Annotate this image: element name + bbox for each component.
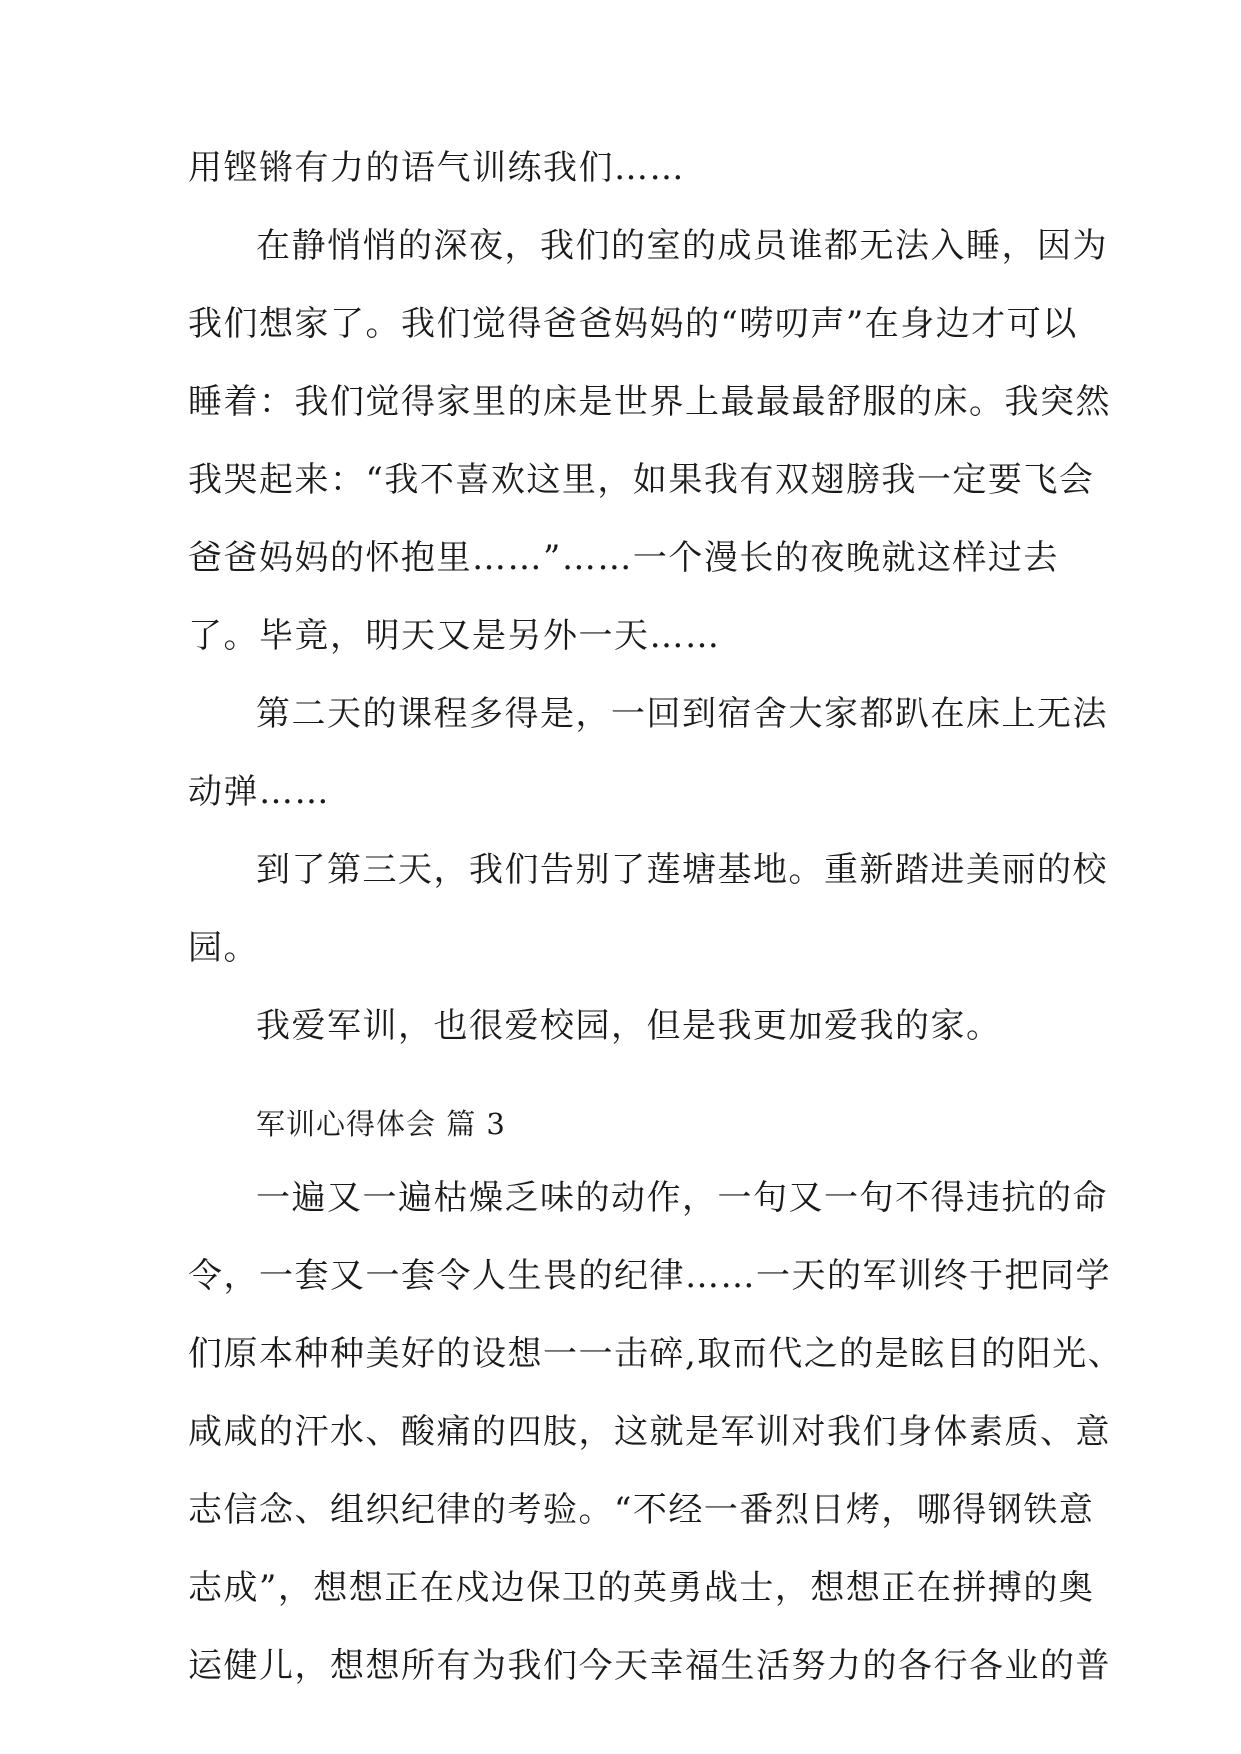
paragraph-line: 园。 xyxy=(188,928,259,968)
paragraph-line: 运健儿，想想所有为我们今天幸福生活努力的各行各业的普 xyxy=(188,1646,1111,1686)
paragraph-line: 动弹…… xyxy=(188,772,330,812)
paragraph-line: 们原本种种美好的设想一一击碎,取而代之的是眩目的阳光、 xyxy=(188,1334,1124,1374)
paragraph-line: 咸咸的汗水、酸痛的四肢，这就是军训对我们身体素质、意 xyxy=(188,1412,1111,1452)
paragraph-line: 我们想家了。我们觉得爸爸妈妈的“唠叨声”在身边才可以 xyxy=(188,304,1078,344)
paragraph-line: 了。毕竟，明天又是另外一天…… xyxy=(188,616,721,656)
paragraph-line: 志信念、组织纪律的考验。“不经一番烈日烤，哪得钢铁意 xyxy=(188,1490,1095,1530)
paragraph-line: 我哭起来：“我不喜欢这里，如果我有双翅膀我一定要飞会 xyxy=(188,460,1095,500)
paragraph-line: 令，一套又一套令人生畏的纪律……一天的军训终于把同学 xyxy=(188,1256,1111,1296)
paragraph-line: 爸爸妈妈的怀抱里……”……一个漫长的夜晚就这样过去 xyxy=(188,538,1059,578)
paragraph-line: 我爱军训，也很爱校园，但是我更加爱我的家。 xyxy=(256,1006,1002,1046)
section-heading: 军训心得体会 篇 3 xyxy=(256,1107,506,1141)
paragraph-line: 用铿锵有力的语气训练我们…… xyxy=(188,148,685,188)
paragraph-line: 到了第三天，我们告别了莲塘基地。重新踏进美丽的校 xyxy=(256,850,1108,890)
paragraph-line: 在静悄悄的深夜，我们的室的成员谁都无法入睡，因为 xyxy=(256,226,1108,266)
paragraph-line: 睡着：我们觉得家里的床是世界上最最最舒服的床。我突然 xyxy=(188,382,1111,422)
paragraph-line: 一遍又一遍枯燥乏味的动作，一句又一句不得违抗的命 xyxy=(256,1178,1108,1218)
paragraph-line: 第二天的课程多得是，一回到宿舍大家都趴在床上无法 xyxy=(256,694,1108,734)
paragraph-line: 志成”，想想正在戍边保卫的英勇战士，想想正在拼搏的奥 xyxy=(188,1568,1095,1608)
